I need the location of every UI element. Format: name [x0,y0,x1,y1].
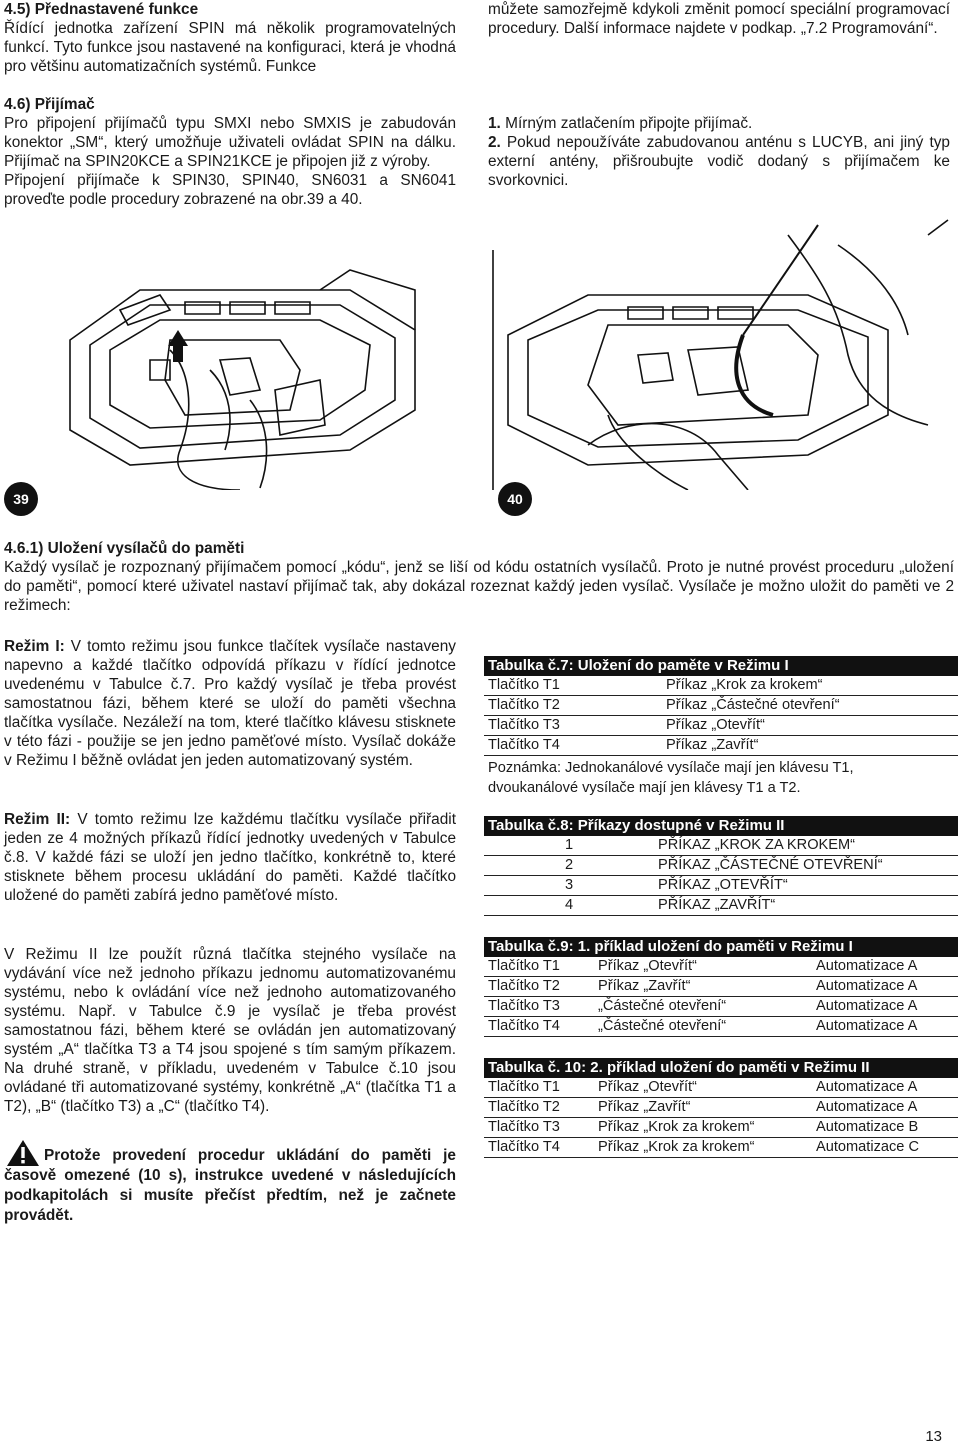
section-title-receiver: 4.6) Přijímač [4,96,95,113]
table-row: Tlačítko T4 Příkaz „Krok za krokem“ Automatizace C [484,1138,958,1158]
table10 [484,1078,958,1158]
table7-note: Poznámka: Jednokanálové vysílače mají jen klávesu T1, dvoukanálové vysílače mají jen klávesy T1 a T2. [488,760,854,796]
table7 [484,676,958,756]
table8 [484,836,958,916]
intro-continuation [488,0,950,38]
section-title-memory: 4.6.1) Uložení vysílačů do paměti [4,540,245,557]
intro-continuation-text: můžete samozřejmě kdykoli změnit pomocí speciální programovací procedury. Další informace najdete v podkap. „7.2 Programování“. [488,1,950,37]
step-1: 1. Mírným zatlačením připojte přijímač. [488,115,753,132]
table-row: Tlačítko T2 Příkaz „Zavřít“ Automatizace A [484,1098,958,1118]
table-row: Tlačítko T3 „Částečné otevření“ Automatizace A [484,997,958,1017]
section-title-preset: 4.5) Přednastavené funkce [4,1,199,18]
table-row: 1 PŘÍKAZ „KROK ZA KROKEM“ [484,836,958,856]
page-number: 13 [925,1428,942,1445]
figure-39-badge: 39 [4,482,38,516]
mode2-text: Režim II: V tomto režimu lze každému tlačítku vysílače přiřadit jeden ze 4 možných příkazů řídící jednotky uvedených v Tabulce č.8. V každé fázi se uloží jen jedno tlačítko, konkrétně to, které stisknete během procesu ukládání do paměti. Každé tlačítko uložené do paměti zabírá jedno paměťové místo. [4,811,456,904]
figure-40-badge: 40 [498,482,532,516]
table-row: Tlačítko T4 Příkaz „Zavřít“ [484,736,958,756]
table8-title: Tabulka č.8: Příkazy dostupné v Režimu II [484,816,958,836]
table-row: 4 PŘÍKAZ „ZAVŘÍT“ [484,896,958,916]
table-row: Tlačítko T3 Příkaz „Otevřít“ [484,716,958,736]
receiver-text-1: Pro připojení přijímačů typu SMXI nebo SMXIS je zabudován konektor „SM“, který umožňuje uživateli ovládat SPIN na dálku. Přijímač na SPIN20KCE a SPIN21KCE je připojen již z výroby. [4,115,456,170]
warning-text: Protože provedení procedur ukládání do paměti je časově omezené (10 s), instrukce uvedené v následujících podkapitolách si musíte přečíst předtím, než je začnete provádět. [4,1147,456,1224]
mode2-block [4,810,456,905]
memory-text: Každý vysílač je rozpoznaný přijímačem pomocí „kódu“, jenž se liší od kódu ostatních vysílačů. Proto je nutné provést proceduru „uložení do paměti“, pomocí které uživatel nastaví přijímač tak, aby dokázal rozeznat každý jeden vysílač. Vysílače je možno uložit do paměti ve 2 režimech: [4,559,954,614]
table9-title: Tabulka č.9: 1. příklad uložení do paměti v Režimu I [484,937,958,957]
mode2-extra-text: V Režimu II lze použít různá tlačítka stejného vysílače na vydávání více než jednoho příkazu jednomu automatizovanému systému, nebo k ovládání více než jednoho automatizovaného systému. Např. v Tabulce č.9 je vysílač je třeba provést samostatnou fázi, během které se ovládán jen automatizovaný systém „A“ tlačítka T3 a T4 jsou spojené s tím samým příkazem. Na druhé straně, v příkladu, uvedeném v Tabulce č.10 jsou ovládané tři automatizované systémy, konkrétně „A“ (tlačítka T1 a T2), „B“ (tlačítko T3) a „C“ (tlačítko T4). [4,946,456,1115]
table-row: Tlačítko T2 Příkaz „Zavřít“ Automatizace A [484,977,958,997]
table9 [484,957,958,1037]
receiver-steps [488,114,950,190]
receiver-section [4,95,456,209]
figure-39-illustration [20,250,440,490]
intro-text: Řídící jednotka zařízení SPIN má několik programovatelných funkcí. Tyto funkce jsou nastavené na konfiguraci, která je vhodná pro většinu automatizačních systémů. Funkce [4,20,456,75]
mode1-block [4,637,456,770]
step-2: 2. Pokud nepoužíváte zabudovanou anténu s LUCYB, ani jiný typ externí antény, přišroubujte vodič dodaný s přijímačem ke svorkovnici. [488,134,950,189]
table-row: Tlačítko T3 Příkaz „Krok za krokem“ Automatizace B [484,1118,958,1138]
table7-title: Tabulka č.7: Uložení do paměte v Režimu I [484,656,958,676]
memory-section [4,539,954,615]
figure-40-illustration [488,215,956,490]
receiver-text-2: Připojení přijímače k SPIN30, SPIN40, SN6031 a SN6041 proveďte podle procedury zobrazené na obr.39 a 40. [4,172,456,208]
table-row: Tlačítko T1 Příkaz „Otevřít“ Automatizace A [484,957,958,977]
table-row: 2 PŘÍKAZ „ČÁSTEČNÉ OTEVŘENÍ“ [484,856,958,876]
table-row: Tlačítko T2 Příkaz „Částečné otevření“ [484,696,958,716]
table-row: Tlačítko T1 Příkaz „Otevřít“ Automatizace A [484,1078,958,1098]
table10-title: Tabulka č. 10: 2. příklad uložení do paměti v Režimu II [484,1058,958,1078]
intro-block [4,0,456,76]
table-row: Tlačítko T4 „Částečné otevření“ Automatizace A [484,1017,958,1037]
table-row: 3 PŘÍKAZ „OTEVŘÍT“ [484,876,958,896]
mode2-extra-block [4,945,456,1116]
table-row: Tlačítko T1 Příkaz „Krok za krokem“ [484,676,958,696]
mode1-text: Režim I: V tomto režimu jsou funkce tlačítek vysílače nastaveny napevno a každé tlačítko odpovídá příkazu v řídící jednotce uvedenému v Tabulce č.7. Pro každý vysílač je třeba provést samostatnou fázi, během které se uloží do paměti všechna tlačítka vysílače. Nezáleží na tom, které tlačítko klávesu stisknete v této fázi - použije se jen jedno paměťové místo. Vysílač dokáže v Režimu I běžně ovládat jen jeden automatizovaný systém. [4,638,456,769]
